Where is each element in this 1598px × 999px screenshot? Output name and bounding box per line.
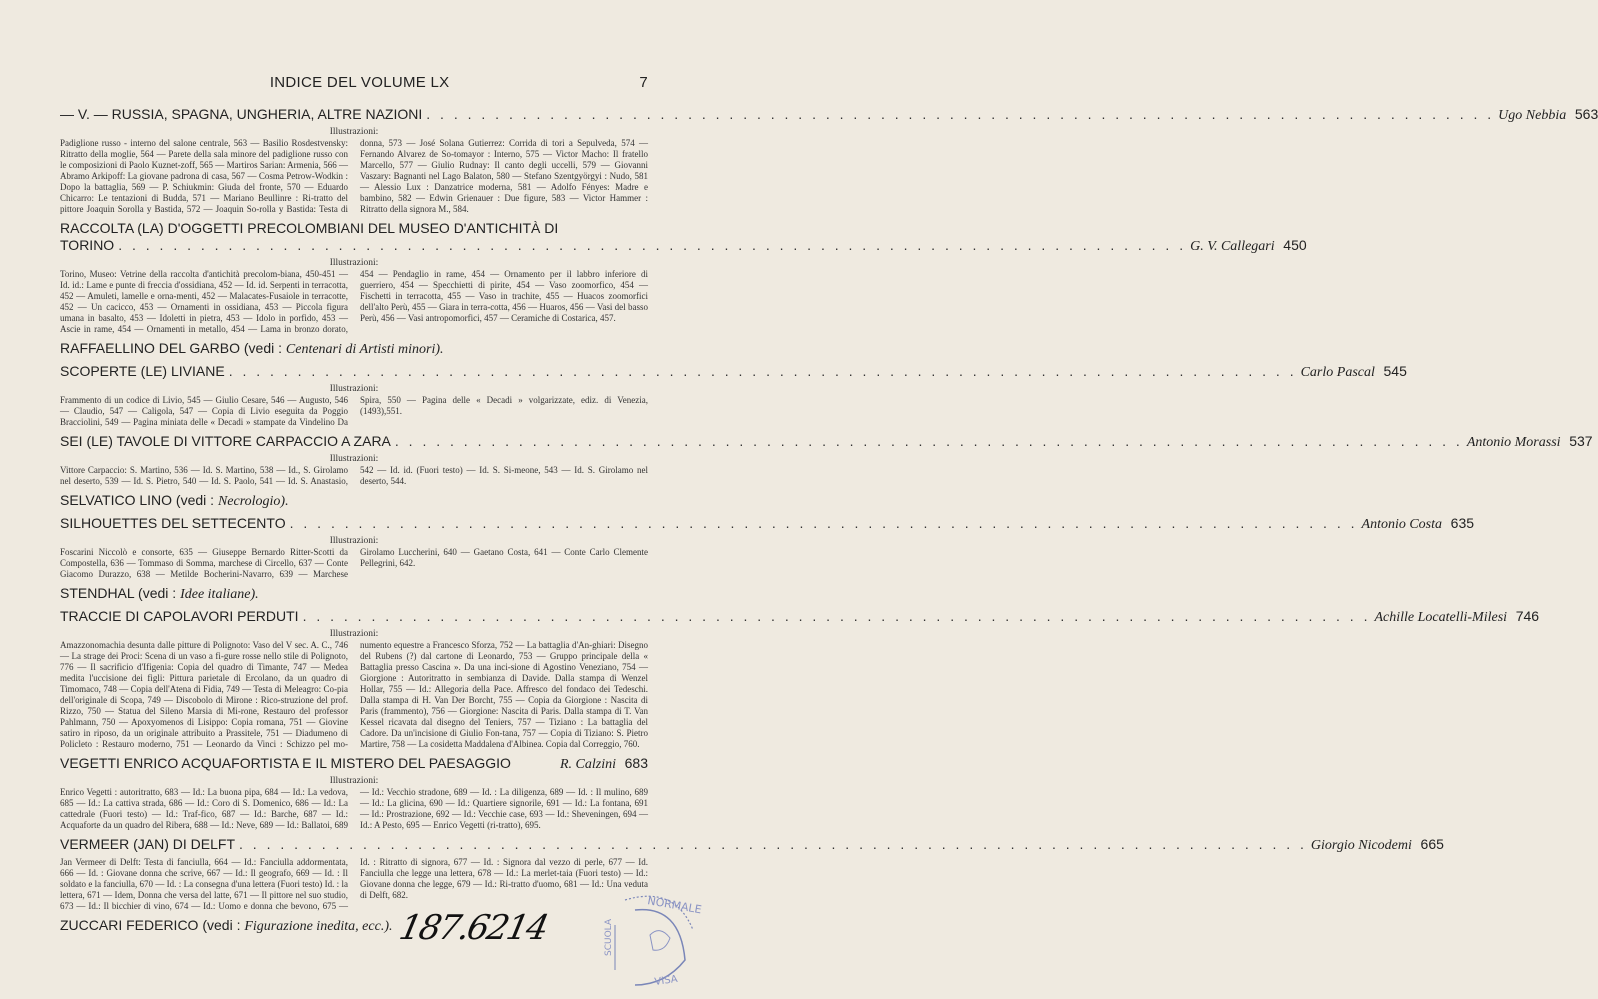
cross-reference-title: STENDHAL (vedi :: [60, 585, 177, 601]
illustrations-heading: Illustrazioni:: [329, 384, 379, 394]
illustrations-heading: Illustrazioni:: [329, 454, 379, 464]
entry-title-line: [60, 106, 1598, 124]
cross-reference-line: [60, 340, 648, 358]
illustrations-heading: Illustrazioni:: [329, 127, 379, 137]
illustrations-list: Amazzonomachia desunta dalle pitture di Polignoto: Vaso del V sec. A. C., 746 — La strage dei Proci: Scena di un vaso a fi-gure rosse nello stile di Polignoto, 776 — Il sacrificio d'Ifigenia: Copia del quadro di Timante, 747 — Medea medita l'uccisione dei figli: Pittura parietale di Ercolano, da un quadro di Timomaco, 748 — Copia dell'Atena di Fidia, 749 — Testa di Meleagro: Co-pia dell'originale di Scopa, 749 — Discobolo di Mirone : Rico-struzione del prof. Rizzo, 750 — Statua del Sileno Marsia di Mi-rone, Restauro del professor Pahlmann, 750 — Apoxyomenos di Lisippo: Copia romana, 751 — Giovine satiro in riposo, da un originale attribuito a Prassitele, 751 — Diadumeno di Policleto : Restauro moderno, 751 — Leonardo da Vinci : Schizzo pel mo-numento equestre a Francesco Sforza, 752 — La battaglia d'An-ghiari: Disegno del Rubens (?) dal cartone di Leonardo, 753 — Gruppo principale della « Battaglia presso Cascina ». Da una inci-sione di Agostino Veneziano, 754 — Giorgione : Autoritratto in sembianza di Davide. Dalla stampa di Wenzel Hollar, 755 — Id.: Allegoria della Pace. Affresco del fondaco dei Tedeschi. Dalla stampa di H. Van Der Borcht, 755 — Copia da Giorgione : Nascita di Paris (frammento), 756 — Giorgione: Nascita di Paris. Dalla stampa di T. Van Kessel ricavata dal disegno del Teniers, 757 — Tiziano : La battaglia del Cadore. Da un'incisione di Giulio Fon-tana, 757 — Copia di Tiziano: S. Pietro Martire, 758 — La cosidetta Maddalena d'Albinea. Copia dal Correggio, 760.: [60, 640, 648, 749]
index-entry: [60, 220, 1307, 335]
illustrations-list: Vittore Carpaccio: S. Martino, 536 — Id. S. Martino, 538 — Id., S. Girolamo nel deserto, 539 — Id. S. Pietro, 540 — Id. S. Paolo, 541 — Id. S. Anastasio, 542 — Id. id. (Fuori testo) — Id. S. Si-meone, 543 — Id. S. Girolamo nel deserto, 544.: [60, 465, 648, 486]
entry-page: 450: [1283, 237, 1307, 253]
leader-dots: [235, 836, 1311, 853]
stamp-bottom-text: VISA: [653, 973, 679, 988]
illustrations-list: Foscarini Niccolò e consorte, 635 — Giuseppe Bernardo Ritter-Scotti da Compostella, 636 — Tommaso di Somma, marchese di Circello, 637 — Conte Giacomo Durazzo, 638 — Metilde Bocherini-Navarro, 639 — Marchese Girolamo Luccherini, 640 — Gaetano Costa, 641 — Conte Carlo Clemente Pellegrini, 642.: [60, 547, 648, 579]
entry-title: VEGETTI ENRICO ACQUAFORTISTA E IL MISTERO DEL PAESAGGIO: [60, 755, 511, 771]
cross-reference-line: [60, 585, 648, 603]
illustrations-list: Torino, Museo: Vetrine della raccolta d'antichità precolom-biana, 450-451 — Id. id.: Lame e punte di freccia d'ossidiana, 452 — Id. id. Serpenti in terracotta, 452 — Amuleti, lamelle e orna-menti, 452 — Malacates-Fusaiole in terracotte, 452 — Un cacicco, 453 — Ornamenti in ossidiana, 453 — Piccola figura umana in basalto, 453 — Idoletti in pietra, 453 — Idolo in porfido, 453 — Ascie in rame, 454 — Ornamenti in metallo, 454 — Lama in bronzo dorato, 454 — Pendaglio in rame, 454 — Ornamento per il labbro inferiore di guerriero, 454 — Specchietti di pirite, 454 — Vaso zoomorfico, 454 — Fischetti in terracotta, 455 — Vaso in trachite, 455 — Huacos zoomorfici dell'alto Perù, 455 — Giara in terra-cotta, 456 — Huaros, 456 — Vasi del basso Perù, 456 — Vasi antropomorfici, 457 — Ceramiche di Costarica, 457.: [60, 269, 648, 334]
entry-title-line: [60, 433, 1593, 451]
entry-title-line: [60, 515, 1475, 533]
entry-author: Antonio Costa: [1361, 517, 1443, 532]
cross-reference-title: ZUCCARI FEDERICO (vedi :: [60, 917, 241, 933]
index-entry: [60, 515, 1475, 580]
entry-title: — V. — RUSSIA, SPAGNA, UNGHERIA, ALTRE NAZIONI: [60, 106, 423, 122]
leader-dots: [225, 363, 1301, 380]
index-entry: [60, 608, 1540, 750]
index-cross-reference: [60, 585, 648, 603]
stamp-area: [390, 890, 703, 995]
entry-title: TORINO: [60, 237, 115, 253]
page-title: INDICE DEL VOLUME LX: [269, 74, 450, 91]
leader-dots: [422, 106, 1498, 123]
cross-reference-target: Centenari di Artisti minori).: [285, 342, 444, 357]
index-entry: [60, 363, 1407, 428]
leader-dots: [391, 433, 1467, 450]
index-entry: [60, 433, 1593, 487]
entry-title: SEI (LE) TAVOLE DI VITTORE CARPACCIO A ZARA: [60, 433, 391, 449]
entry-title: VERMEER (JAN) DI DELFT: [60, 836, 236, 852]
entry-author: R. Calzini: [559, 757, 616, 772]
entry-title-first-line: RACCOLTA (LA) D'OGGETTI PRECOLOMBIANI DEL MUSEO D'ANTICHITÀ DI: [60, 220, 559, 236]
index-entry: [60, 755, 648, 831]
library-stamp: [604, 890, 703, 990]
illustrations-heading: Illustrazioni:: [329, 629, 379, 639]
entry-author: Antonio Morassi: [1466, 435, 1561, 450]
entry-title-line: [60, 363, 1407, 381]
page-header: [60, 74, 648, 91]
leader-dots: [114, 237, 1190, 254]
illustrations-list: Jan Vermeer di Delft: Testa di fanciulla, 664 — Id.: Fanciulla addormentata, 666 — Id. : Giovane donna che scrive, 667 — Id.: Il geografo, 669 — Id. : Il soldato e la fanciulla, 670 — Id. : La consegna d'una lettera (Fuori testo) Id. : la lettera, 671 — Idem, Donna che versa del latte, 671 — Il pittore nel suo studio, 673 — Id.: Il bicchier di vino, 674 — Id.: Uomo e donna che bevono, 675 — Id. : Ritratto di signora, 677 — Id. : Signora dal vezzo di perle, 677 — Id. Fanciulla che legge una lettera, 678 — Id.: La merlet-taia (Fuori testo) — Id.: Giovane donna che legge, 679 — Id.: Ri-tratto d'uomo, 681 — Id.: Una veduta di Delft, 682.: [60, 857, 648, 911]
entry-title-line: [60, 608, 1540, 626]
entry-author: Achille Locatelli-Milesi: [1374, 610, 1508, 625]
entry-author: G. V. Callegari: [1190, 239, 1275, 254]
entry-page: 563: [1574, 106, 1598, 122]
illustrations-heading: Illustrazioni:: [329, 536, 379, 546]
entry-title-line: [60, 836, 1444, 854]
stamp-top-text: NORMALE: [646, 894, 703, 917]
illustrations-list: Padiglione russo - interno del salone centrale, 563 — Basilio Rosdestvensky: Ritratto della moglie, 564 — Parete della sala minore del padiglione russo con le composizioni di Paolo Kuznet-zoff, 565 — Martiros Sarian: Armenia, 566 — Abramo Arkipoff: La giovane padrona di casa, 567 — Cosma Petrow-Wodkin : Dopo la battaglia, 569 — P. Schiukmin: Giuda del fronte, 570 — Eduardo Chicarro: Le tentazioni di Budda, 571 — Mariano Beullinre : Ri-tratto del pittore Joaquin Sorolla y Bastida, 572 — Joaquin So-rolla y Bastida: Testa di donna, 573 — José Solana Gutierrez: Corrida di tori a Sepulveda, 574 — Fernando Alvarez de So-tomayor : Interno, 575 — Victor Macho: Il fratello Marcello, 577 — Giulio Rudnay: Il canto degli uccelli, 579 — Giovanni Vaszary: Bagnanti nel Lago Balaton, 580 — Stefano Szentgyörgyi : Nudo, 581 — Alessio Lux : Danzatrice moderna, 581 — Adolfo Fényes: Madre e bambino, 582 — Edwin Grienauer : Due figure, 583 — Victor Hammer : Ritratto della signora M., 584.: [60, 138, 648, 214]
entry-page: 746: [1515, 608, 1540, 624]
page-number: 7: [639, 74, 648, 91]
cross-reference-target: Figurazione inedita, ecc.).: [244, 919, 393, 934]
entry-author: Carlo Pascal: [1300, 365, 1375, 380]
illustrations-list: Frammento di un codice di Livio, 545 — Giulio Cesare, 546 — Augusto, 546 — Claudio, 547 — Caligola, 547 — Copia di Livio eseguita da Poggio Bracciolini, 549 — Pagina miniata delle « Decadi » stampate da Vindelino Da Spira, 550 — Pagina delle « Decadi » volgarizzate, ediz. di Venezia, (1493),551.: [60, 395, 648, 427]
entry-title: SCOPERTE (LE) LIVIANE: [60, 363, 225, 379]
entry-title-line: [60, 237, 1307, 255]
illustrations-list: Enrico Vegetti : autoritratto, 683 — Id.: La buona pipa, 684 — Id.: La vedova, 685 — Id.: La cattiva strada, 686 — Id.: Coro di S. Domenico, 686 — Id.: La cattedrale (Fuori testo) — Id.: Traf-fico, 687 — Id.: Barche, 687 — Id.: Acquaforte da un quadro del Ribera, 688 — Id.: Neve, 689 — Id.: Ballatoi, 689 — Id.: Vecchio stradone, 689 — Id. : La diligenza, 689 — Id. : Il mulino, 689 — Id.: La glicina, 690 — Id.: Quartiere signorile, 691 — Id.: La fontana, 691 — Id.: Prostrazione, 692 — Id.: Vecchie case, 693 — Id.: Sheveningen, 694 — Id.: A Pesto, 695 — Enrico Vegetti (ri-tratto), 695.: [60, 787, 648, 830]
cross-reference-target: Necrologio).: [217, 494, 289, 509]
leader-dots: [286, 515, 1362, 532]
cross-reference-title: RAFFAELLINO DEL GARBO (vedi :: [60, 340, 282, 356]
entry-page: 683: [624, 755, 648, 771]
entry-author: Giorgio Nicodemi: [1310, 838, 1412, 853]
entry-author: Ugo Nebbia: [1498, 108, 1567, 123]
index-cross-reference: [60, 340, 648, 358]
entry-title: SILHOUETTES DEL SETTECENTO: [60, 515, 286, 531]
entry-page: 635: [1450, 515, 1475, 531]
cross-reference-target: Idee italiane).: [180, 587, 259, 602]
entry-title-line-1: [60, 220, 648, 237]
illustrations-heading: Illustrazioni:: [329, 258, 379, 268]
index-entry: [60, 106, 1598, 215]
entry-page: 545: [1383, 363, 1407, 379]
entry-title-line: [60, 755, 648, 773]
entry-page: 665: [1420, 836, 1444, 852]
handwritten-inventory-number: 187.6214: [395, 908, 551, 948]
cross-reference-line: [60, 492, 648, 510]
leader-dots: [299, 608, 1375, 625]
entry-page: 537: [1569, 433, 1593, 449]
illustrations-heading: Illustrazioni:: [329, 776, 379, 786]
entry-title: TRACCIE DI CAPOLAVORI PERDUTI: [60, 608, 299, 624]
index-cross-reference: [60, 492, 648, 510]
stamp-side-text: SCUOLA: [604, 918, 614, 956]
cross-reference-title: SELVATICO LINO (vedi :: [60, 492, 215, 508]
